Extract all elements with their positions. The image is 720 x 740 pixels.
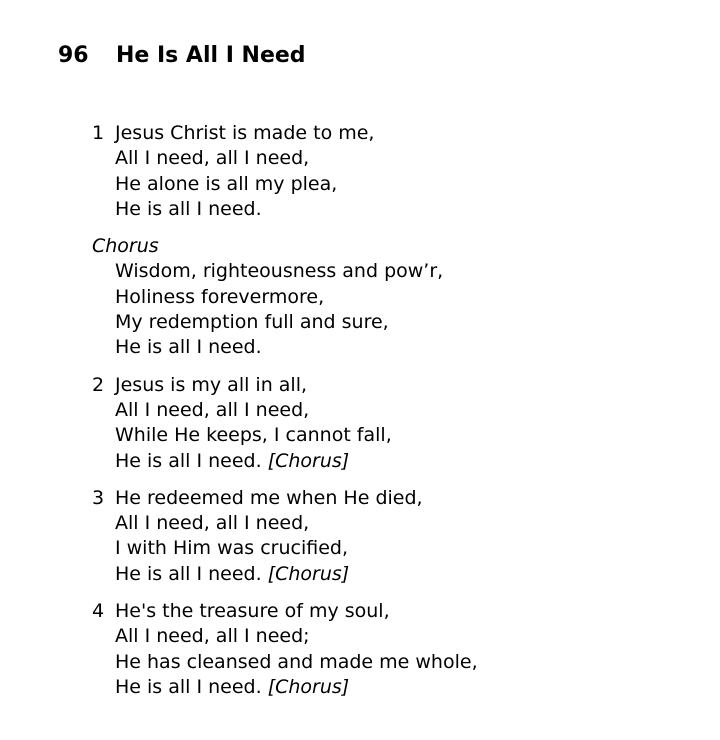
verse-line: All I need, all I need,	[115, 512, 310, 535]
verse-line-text: He is all I need.	[115, 449, 262, 472]
verse-line	[115, 562, 423, 587]
hymn-body	[92, 121, 692, 712]
chorus-line: Wisdom, righteousness and pow’r,	[115, 260, 444, 283]
hymn-title: He Is All I Need	[116, 43, 306, 68]
verse-1	[92, 121, 692, 222]
chorus-reference: [Chorus]	[267, 562, 350, 585]
verse-3	[92, 486, 692, 587]
chorus-reference: [Chorus]	[267, 449, 350, 472]
verse-line: All I need, all I need;	[115, 625, 310, 648]
verse-2	[92, 373, 692, 474]
chorus-label: Chorus	[92, 235, 159, 258]
verse-line	[115, 449, 392, 474]
verse-line: Jesus is my all in all,	[115, 373, 308, 396]
hymn-number: 96	[58, 43, 89, 68]
verse-line: I with Him was crucified,	[115, 537, 349, 560]
chorus	[92, 234, 692, 360]
verse-number: 4	[92, 600, 105, 623]
verse-number: 1	[92, 122, 105, 144]
chorus-line: Holiness forevermore,	[115, 285, 325, 308]
hymn-header	[58, 42, 306, 70]
verse-4	[92, 599, 692, 700]
chorus-line: He is all I need.	[115, 336, 262, 359]
verse-line: While He keeps, I cannot fall,	[115, 424, 392, 447]
verse-line: All I need, all I need,	[115, 147, 310, 170]
verse-line: He alone is all my plea,	[115, 172, 338, 195]
verse-line: He redeemed me when He died,	[115, 486, 423, 509]
verse-line-text: He is all I need.	[115, 675, 262, 698]
verse-number: 2	[92, 373, 105, 396]
verse-line: Jesus Christ is made to me,	[115, 122, 375, 144]
verse-line-text: He is all I need.	[115, 562, 262, 585]
verse-line: He's the treasure of my soul,	[115, 600, 390, 623]
verse-number: 3	[92, 486, 105, 509]
verse-line: He has cleansed and made me whole,	[115, 650, 478, 673]
chorus-line: My redemption full and sure,	[115, 311, 389, 334]
chorus-reference: [Chorus]	[267, 675, 350, 698]
verse-line: He is all I need.	[115, 197, 262, 220]
verse-line	[115, 675, 478, 700]
verse-line: All I need, all I need,	[115, 398, 310, 421]
